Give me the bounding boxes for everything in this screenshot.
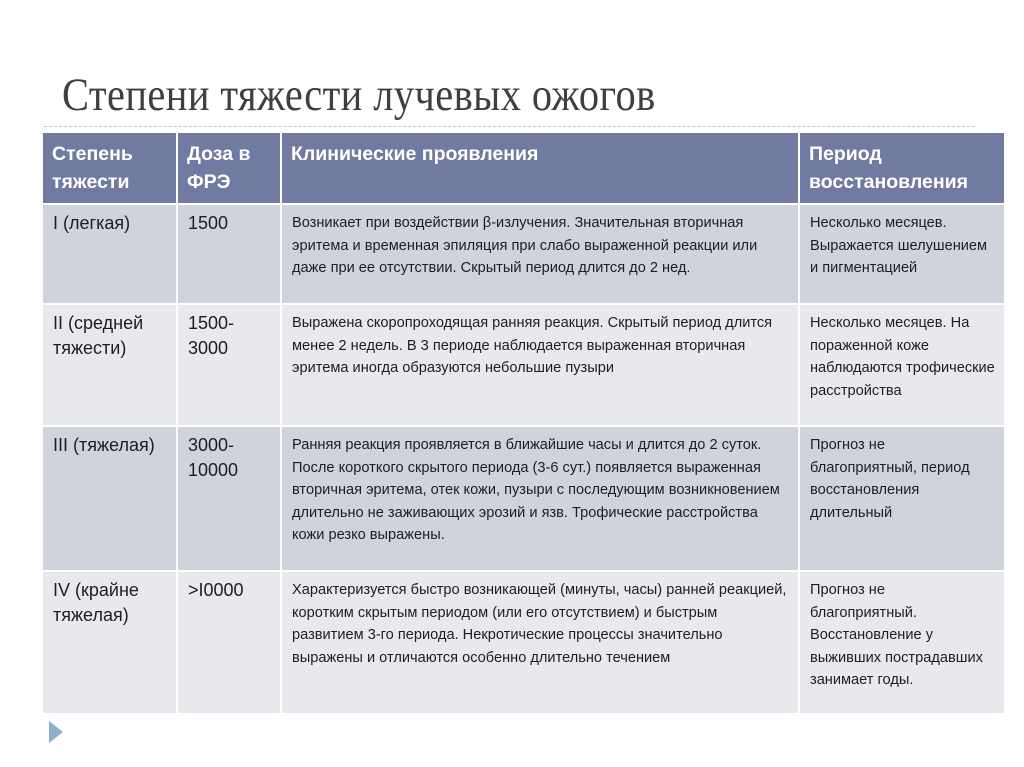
cell-clinical: Выражена скоропроходящая ранняя реакция. Скрытый период длится менее 2 недель. В 3 периоде наблюдается выраженная вторичная эритема иногда образуются небольшие пузыри bbox=[282, 305, 798, 425]
header-dose: Доза в ФРЭ bbox=[178, 133, 280, 203]
table-header-row bbox=[43, 133, 1004, 203]
slide-title: Степени тяжести лучевых ожогов bbox=[62, 69, 656, 121]
table-row bbox=[43, 427, 1004, 570]
cell-dose: 1500-3000 bbox=[178, 305, 280, 425]
header-recovery: Период восстановления bbox=[800, 133, 1004, 203]
cell-severity: III (тяжелая) bbox=[43, 427, 176, 570]
cell-recovery: Несколько месяцев. На пораженной коже наблюдаются трофические расстройства bbox=[800, 305, 1004, 425]
cell-dose: 3000-10000 bbox=[178, 427, 280, 570]
table-row bbox=[43, 305, 1004, 425]
cell-severity: II (средней тяжести) bbox=[43, 305, 176, 425]
cell-clinical: Возникает при воздействии β-излучения. Значительная вторичная эритема и временная эпиляция при слабо выраженной реакции или даже при ее отсутствии. Скрытый период длится до 2 нед. bbox=[282, 205, 798, 303]
cell-recovery: Прогноз не благоприятный, период восстановления длительный bbox=[800, 427, 1004, 570]
cell-recovery: Несколько месяцев. Выражается шелушением и пигментацией bbox=[800, 205, 1004, 303]
title-divider bbox=[44, 126, 975, 127]
table-row bbox=[43, 205, 1004, 303]
burn-severity-table bbox=[41, 131, 1006, 715]
cell-severity: I (легкая) bbox=[43, 205, 176, 303]
cell-clinical: Характеризуется быстро возникающей (минуты, часы) ранней реакцией, коротким скрытым периодом (или его отсутствием) и быстрым развитием 3-го периода. Некротические процессы значительно выражены и отличаются особенно длительно течением bbox=[282, 572, 798, 713]
cell-recovery: Прогноз не благоприятный. Восстановление у выживших пострадавших занимает годы. bbox=[800, 572, 1004, 713]
table-row bbox=[43, 572, 1004, 713]
cell-severity: IV (крайне тяжелая) bbox=[43, 572, 176, 713]
cell-clinical: Ранняя реакция проявляется в ближайшие часы и длится до 2 суток. После короткого скрытого периода (3-6 сут.) появляется выраженная вторичная эритема, отек кожи, пузыри с последующим возникновением длительно не заживающих эрозий и язв. Трофические расстройства кожи резко выражены. bbox=[282, 427, 798, 570]
triangle-right-icon bbox=[49, 721, 63, 743]
header-clinical: Клинические проявления bbox=[282, 133, 798, 203]
cell-dose: >I0000 bbox=[178, 572, 280, 713]
cell-dose: 1500 bbox=[178, 205, 280, 303]
header-severity: Степень тяжести bbox=[43, 133, 176, 203]
